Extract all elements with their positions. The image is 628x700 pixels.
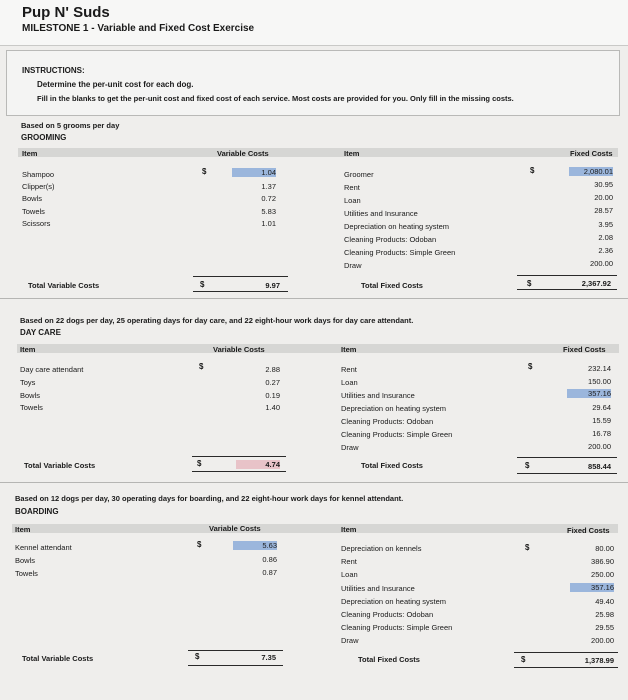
grooming-variable-label: Clipper(s) (22, 182, 55, 191)
boarding-fixed-label: Depreciation on heating system (341, 597, 447, 606)
grooming-fixed-label: Draw (344, 261, 362, 270)
boarding-total-fixed-value: 1,378.99 (584, 656, 614, 665)
daycare-total-variable-currency: $ (197, 459, 202, 468)
daycare-header-band (17, 344, 619, 353)
grooming-variable-total-rule (193, 276, 288, 277)
grooming-variable-label: Towels (22, 207, 45, 216)
daycare-variable-label: Bowls (20, 391, 41, 400)
boarding-variable-value: 5.63 (233, 541, 277, 550)
grooming-fixed-label: Rent (344, 183, 360, 192)
boarding-variable-bottom-rule (188, 665, 283, 666)
boarding-fixed-value: 25.98 (595, 610, 614, 619)
boarding-variable-header: Variable Costs (209, 524, 261, 533)
grooming-fixed-value: 2.08 (598, 233, 613, 242)
instructions-heading: INSTRUCTIONS: (22, 66, 85, 75)
grooming-variable-value: 1.04 (232, 168, 276, 177)
daycare-total-fixed-currency: $ (525, 461, 530, 470)
daycare-variable-total-rule (192, 456, 286, 457)
boarding-fixed-value: 80.00 (595, 544, 614, 553)
grooming-total-fixed-value: 2,367.92 (581, 279, 611, 288)
document-subtitle: MILESTONE 1 - Variable and Fixed Cost Exercise (22, 23, 255, 34)
daycare-variable-value: 0.19 (265, 391, 280, 400)
grooming-fixed-value: 200.00 (590, 259, 613, 268)
daycare-fixed-value: 232.14 (588, 364, 611, 373)
boarding-fixed-value: 250.00 (591, 570, 614, 579)
boarding-fixed-value: 29.55 (595, 623, 614, 632)
daycare-fixed-label: Loan (341, 378, 358, 387)
daycare-fixed-currency: $ (528, 362, 533, 371)
grooming-variable-label: Scissors (22, 219, 51, 228)
daycare-variable-label: Day care attendant (20, 365, 84, 374)
grooming-variable-value: 1.37 (261, 182, 276, 191)
grooming-variable-label: Bowls (22, 194, 43, 203)
boarding-fixed-label: Cleaning Products: Odoban (341, 610, 434, 619)
daycare-fixed-label: Cleaning Products: Simple Green (341, 430, 453, 439)
daycare-title: DAY CARE (20, 328, 61, 337)
boarding-fixed-bottom-rule (514, 667, 618, 668)
boarding-fixed-label: Rent (341, 557, 357, 566)
grooming-note: Based on 5 grooms per day (21, 121, 120, 130)
grooming-variable-currency: $ (202, 167, 207, 176)
daycare-fixed-label: Depreciation on heating system (341, 404, 447, 413)
boarding-note: Based on 12 dogs per day, 30 operating days for boarding, and 22 eight-hour work days for kennel attendant. (15, 494, 404, 503)
grooming-fixed-label: Depreciation on heating system (344, 222, 450, 231)
grooming-title: GROOMING (21, 133, 67, 142)
daycare-variable-header: Variable Costs (213, 345, 265, 354)
grooming-total-fixed-currency: $ (527, 279, 532, 288)
daycare-fixed-label: Rent (341, 365, 357, 374)
daycare-variable-label: Towels (20, 403, 43, 412)
boarding-fixed-value: 200.00 (591, 636, 614, 645)
section-divider (0, 482, 628, 483)
grooming-fixed-value: 3.95 (598, 220, 613, 229)
daycare-note: Based on 22 dogs per day, 25 operating days for day care, and 22 eight-hour work days for day care attendant. (20, 316, 414, 325)
boarding-fixed-item-header: Item (341, 525, 357, 534)
boarding-fixed-value: 386.90 (591, 557, 614, 566)
daycare-variable-value: 1.40 (265, 403, 280, 412)
daycare-variable-value: 0.27 (265, 378, 280, 387)
boarding-variable-label: Towels (15, 569, 38, 578)
grooming-variable-label: Shampoo (22, 170, 55, 179)
grooming-fixed-value: 20.00 (594, 193, 613, 202)
grooming-fixed-total-rule (517, 275, 617, 276)
grooming-total-fixed-label: Total Fixed Costs (361, 281, 423, 290)
grooming-item-header: Item (22, 149, 38, 158)
boarding-total-variable-value: 7.35 (261, 653, 276, 662)
boarding-fixed-currency: $ (525, 543, 530, 552)
grooming-variable-header: Variable Costs (217, 149, 269, 158)
daycare-fixed-label: Draw (341, 443, 359, 452)
grooming-total-variable-value: 9.97 (265, 281, 280, 290)
grooming-fixed-label: Cleaning Products: Odoban (344, 235, 437, 244)
grooming-variable-value: 0.72 (261, 194, 276, 203)
grooming-fixed-value: 2.36 (598, 246, 613, 255)
boarding-fixed-value: 357.16 (570, 583, 614, 592)
daycare-variable-value: 2.88 (265, 365, 280, 374)
grooming-fixed-value: 30.95 (594, 180, 613, 189)
daycare-total-fixed-label: Total Fixed Costs (361, 461, 423, 470)
boarding-total-variable-currency: $ (195, 652, 200, 661)
grooming-fixed-currency: $ (530, 166, 535, 175)
section-divider (0, 298, 628, 299)
grooming-fixed-value: 28.57 (594, 206, 613, 215)
boarding-header-band (12, 524, 618, 533)
daycare-fixed-bottom-rule (517, 473, 617, 474)
grooming-fixed-label: Utilities and Insurance (344, 209, 418, 218)
grooming-variable-value: 5.83 (261, 207, 276, 216)
daycare-fixed-label: Utilities and Insurance (341, 391, 415, 400)
boarding-item-header: Item (15, 525, 31, 534)
boarding-variable-label: Kennel attendant (15, 543, 72, 552)
grooming-fixed-label: Cleaning Products: Simple Green (344, 248, 456, 257)
boarding-fixed-label: Cleaning Products: Simple Green (341, 623, 453, 632)
daycare-fixed-value: 150.00 (588, 377, 611, 386)
daycare-fixed-value: 16.78 (592, 429, 611, 438)
boarding-fixed-label: Utilities and Insurance (341, 584, 415, 593)
boarding-fixed-label: Loan (341, 570, 358, 579)
boarding-variable-value: 0.86 (262, 555, 277, 564)
grooming-total-variable-currency: $ (200, 280, 205, 289)
boarding-variable-value: 0.87 (262, 568, 277, 577)
boarding-variable-label: Bowls (15, 556, 36, 565)
daycare-fixed-value: 29.64 (592, 403, 611, 412)
daycare-fixed-value: 200.00 (588, 442, 611, 451)
grooming-fixed-label: Loan (344, 196, 361, 205)
boarding-total-fixed-currency: $ (521, 655, 526, 664)
daycare-fixed-value: 15.59 (592, 416, 611, 425)
boarding-fixed-value: 49.40 (595, 597, 614, 606)
document-title: Pup N' Suds (22, 4, 110, 21)
daycare-variable-currency: $ (199, 362, 204, 371)
grooming-fixed-bottom-rule (517, 289, 617, 290)
boarding-fixed-header: Fixed Costs (567, 526, 610, 535)
grooming-header-band (18, 148, 618, 157)
grooming-fixed-label: Groomer (344, 170, 374, 179)
instructions-line-2: Fill in the blanks to get the per-unit cost and fixed cost of each service. Most costs are provided for you. Only fill in the missing costs. (37, 94, 514, 103)
daycare-variable-bottom-rule (192, 471, 286, 472)
boarding-total-variable-label: Total Variable Costs (22, 654, 94, 663)
grooming-total-variable-label: Total Variable Costs (28, 281, 100, 290)
grooming-variable-value: 1.01 (261, 219, 276, 228)
grooming-variable-bottom-rule (193, 291, 288, 292)
instructions-line-1: Determine the per-unit cost for each dog. (37, 80, 194, 89)
boarding-total-fixed-label: Total Fixed Costs (358, 655, 420, 664)
grooming-fixed-value: 2,080.01 (569, 167, 613, 176)
grooming-fixed-item-header: Item (344, 149, 360, 158)
boarding-fixed-total-rule (514, 652, 618, 653)
boarding-fixed-label: Depreciation on kennels (341, 544, 422, 553)
daycare-fixed-header: Fixed Costs (563, 345, 606, 354)
daycare-item-header: Item (20, 345, 36, 354)
boarding-variable-currency: $ (197, 540, 202, 549)
daycare-fixed-total-rule (517, 457, 617, 458)
daycare-total-fixed-value: 858.44 (588, 462, 611, 471)
boarding-variable-total-rule (188, 650, 283, 651)
daycare-variable-label: Toys (20, 378, 36, 387)
daycare-total-variable-value: 4.74 (236, 460, 280, 469)
boarding-fixed-label: Draw (341, 636, 359, 645)
boarding-title: BOARDING (15, 507, 59, 516)
daycare-fixed-item-header: Item (341, 345, 357, 354)
grooming-fixed-header: Fixed Costs (570, 149, 613, 158)
daycare-fixed-label: Cleaning Products: Odoban (341, 417, 434, 426)
daycare-total-variable-label: Total Variable Costs (24, 461, 96, 470)
daycare-fixed-value: 357.16 (567, 389, 611, 398)
